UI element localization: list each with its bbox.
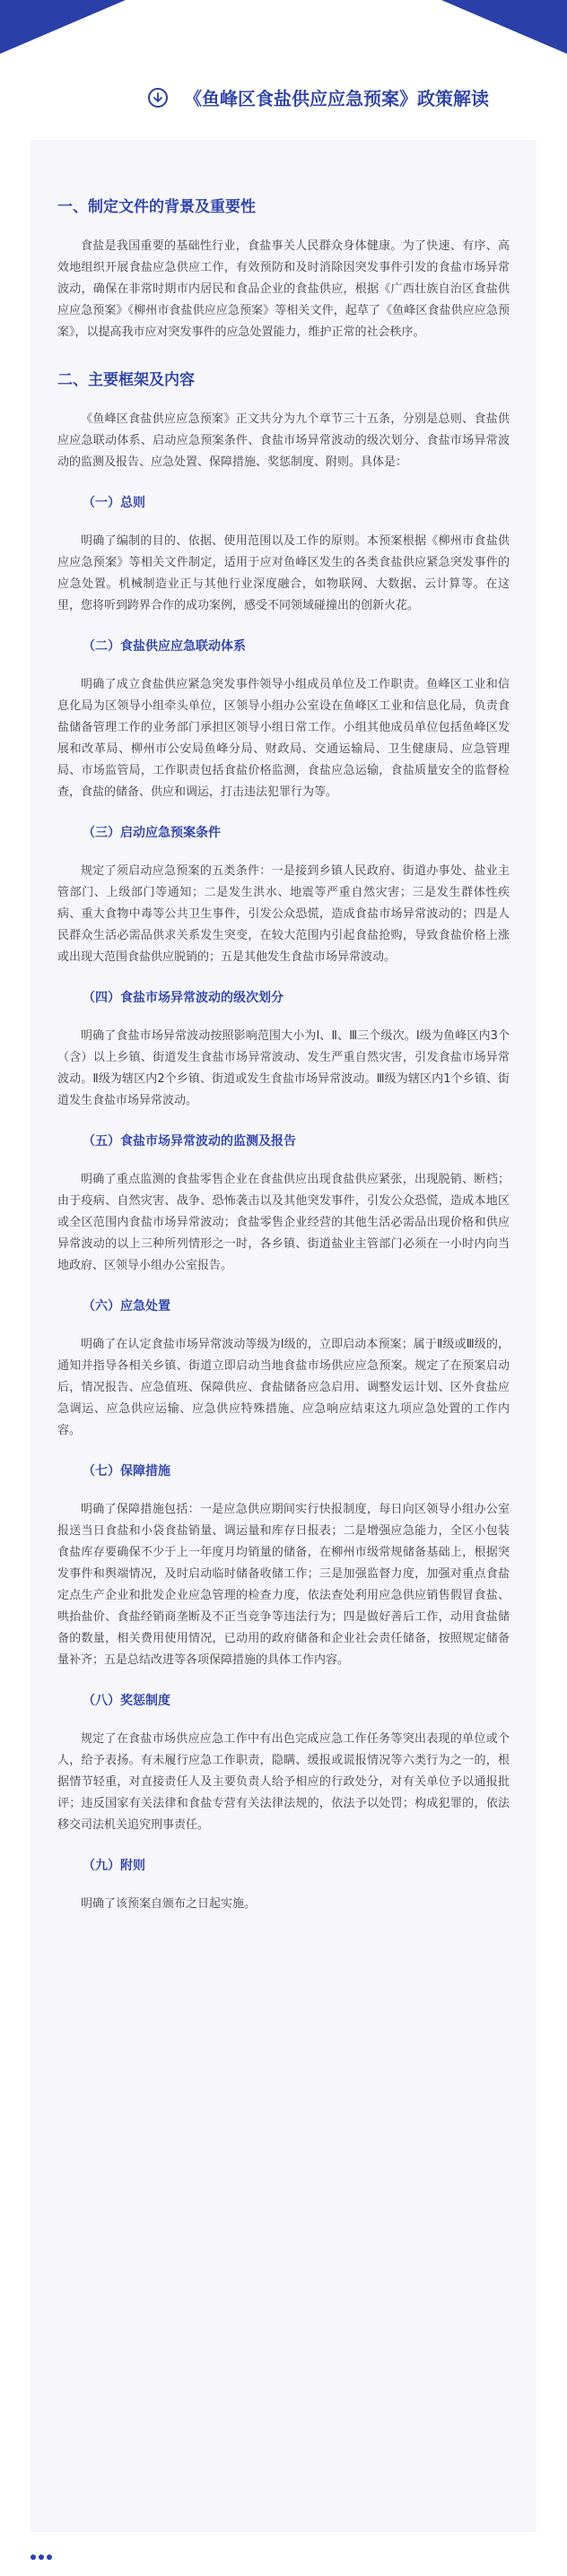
section-title: 一、制定文件的背景及重要性 (57, 198, 256, 216)
ellipsis-dots-icon (31, 2546, 55, 2563)
subsection-title: （八）奖惩制度 (83, 1694, 170, 1708)
paragraph: 规定了须启动应急预案的五类条件：一是接到乡镇人民政府、街道办事处、盐业主管部门、上级部门等通知；二是发生洪水、地震等严重自然灾害；三是发生群体性疾病、重大食物中毒等公共卫生事件，引发公众恐慌，造成食盐市场异常波动的；四是人民群众生活必需品供求关系发生突变，在较大范围内引起食盐抢购，导致食盐价格上涨或出现大范围食盐供应脱销的；五是其他发生食盐市场异常波动。 (57, 864, 510, 964)
subsection-title: （九）附则 (83, 1859, 145, 1873)
paragraph: 《鱼峰区食盐供应应急预案》正文共分为九个章节三十五条，分别是总则、食盐供应应急联动体系、启动应急预案条件、食盐市场异常波动的级次划分、食盐市场异常波动的监测及报告、应急处置、保障措施、奖惩制度、附则。具体是： (57, 412, 510, 469)
corner-decoration-right (441, 0, 567, 54)
subsection-title: （六）应急处置 (83, 1299, 170, 1314)
subsection-title: （一）总则 (83, 496, 145, 510)
subsection-title: （四）食盐市场异常波动的级次划分 (83, 991, 284, 1005)
paragraph: 明确了保障措施包括：一是应急供应期间实行快报制度，每日向区领导小组办公室报送当日食盐和小袋食盐销量、调运量和库存日报表；二是增强应急能力，全区小包装食盐库存要确保不少于上一年度月均销量的储备，在柳州市级常规储备基础上，根据突发事件和舆端情况，及时启动临时储备收储工作；三是加强监督力度，加强对重点食盐定点生产企业和批发企业应急管理的检查力度，依法查处利用应急供应销售假冒食盐、哄抬盐价、食盐经销商垄断及不正当竞争等违法行为；四是做好善后工作，动用食盐储备的数量，相关费用使用情况，已动用的政府储备和企业社会责任储备，按照规定储备量补齐；五是总结改进等各项保障措施的具体工作内容。 (57, 1503, 510, 1667)
subsection-title: （七）保障措施 (83, 1464, 170, 1479)
subsection-title: （三）启动应急预案条件 (83, 826, 221, 840)
header (0, 79, 567, 115)
paragraph: 明确了在认定食盐市场异常波动等级为Ⅰ级的，立即启动本预案；属于Ⅱ级或Ⅲ级的，通知并指导各相关乡镇、街道立即启动当地食盐市场供应应急预案。规定了在预案启动后，情况报告、应急值班、保障供应、食盐储备应急启用、调整发运计划、区外食盐应急调运、应急供应运输、应急供应特殊措施、应急响应结束这九项应急处置的工作内容。 (57, 1338, 510, 1437)
paragraph: 明确了重点监测的食盐零售企业在食盐供应出现食盐供应紧张，出现脱销、断档；由于疫病、自然灾害、战争、恐怖袭击以及其他突发事件，引发公众恐慌，造成本地区或全区范围内食盐市场异常波动；食盐零售企业经营的其他生活必需品出现价格和供应异常波动的以上三种所列情形之一时，各乡镇、街道盐业主管部门必须在一小时内向当地政府、区领导小组办公室报告。 (57, 1173, 510, 1272)
subsection-title: （二）食盐供应应急联动体系 (83, 639, 246, 654)
paragraph: 食盐是我国重要的基础性行业，食盐事关人民群众身体健康。为了快速、有序、高效地组织开展食盐应急供应工作，有效预防和及时消除因突发事件引发的食盐市场异常波动，确保在非常时期市内居民和食品企业的食盐供应，根据《广西壮族自治区食盐供应应急预案》《柳州市食盐供应应急预案》等相关文件，起草了《鱼峰区食盐供应应急预案》，以提高我市应对突发事件的应急处置能力，维护正常的社会秩序。 (57, 239, 510, 339)
section-title: 二、主要框架及内容 (57, 371, 195, 389)
subsection-title: （五）食盐市场异常波动的监测及报告 (83, 1134, 296, 1149)
paragraph: 明确了该预案自颁布之日起实施。 (81, 1897, 257, 1911)
down-arrow-circle-icon (148, 88, 168, 108)
page-title: 《鱼峰区食盐供应应急预案》政策解读 (184, 88, 489, 109)
paragraph: 明确了成立食盐供应紧急突发事件领导小组成员单位及工作职责。鱼峰区工业和信息化局为区领导小组牵头单位，区领导小组办公室设在鱼峰区工业和信息化局，负责食盐储备管理工作的业务部门承担区领导小组日常工作。小组其他成员单位包括鱼峰区发展和改革局、柳州市公安局鱼峰分局、财政局、交通运输局、卫生健康局、应急管理局、市场监管局，工作职责包括食盐价格监测，食盐应急运输，食盐质量安全的监督检查，食盐的储备、供应和调运，打击违法犯罪行为等。 (57, 678, 510, 799)
paragraph: 规定了在食盐市场供应应急工作中有出色完成应急工作任务等突出表现的单位或个人，给予表扬。有未履行应急工作职责，隐瞒、缓报或谎报情况等六类行为之一的，根据情节轻重，对直接责任人及主要负责人给予相应的行政处分，对有关单位予以通报批评；违反国家有关法律和食盐专营有关法律法规的，依法予以处罚；构成犯罪的，依法移交司法机关追究刑事责任。 (57, 1732, 510, 1832)
corner-decoration-left (0, 0, 126, 54)
paragraph: 明确了编制的目的、依据、使用范围以及工作的原则。本预案根据《柳州市食盐供应应急预案》等相关文件制定，适用于应对鱼峰区发生的各类食盐供应紧急突发事件的应急处置。机械制造业正与其他行业深度融合，如物联网、大数据、云计算等。在这里，您将听到跨界合作的成功案例，感受不同领域碰撞出的创新火花。 (57, 534, 510, 612)
paragraph: 明确了食盐市场异常波动按照影响范围大小为Ⅰ、Ⅱ、Ⅲ三个级次。Ⅰ级为鱼峰区内3个（含）以上乡镇、街道发生食盐市场异常波动、发生严重自然灾害，引发食盐市场异常波动。Ⅱ级为辖区内2个乡镇、街道或发生食盐市场异常波动。Ⅲ级为辖区内1个乡镇、街道发生食盐市场异常波动。 (57, 1029, 510, 1107)
content-panel (31, 140, 536, 2532)
